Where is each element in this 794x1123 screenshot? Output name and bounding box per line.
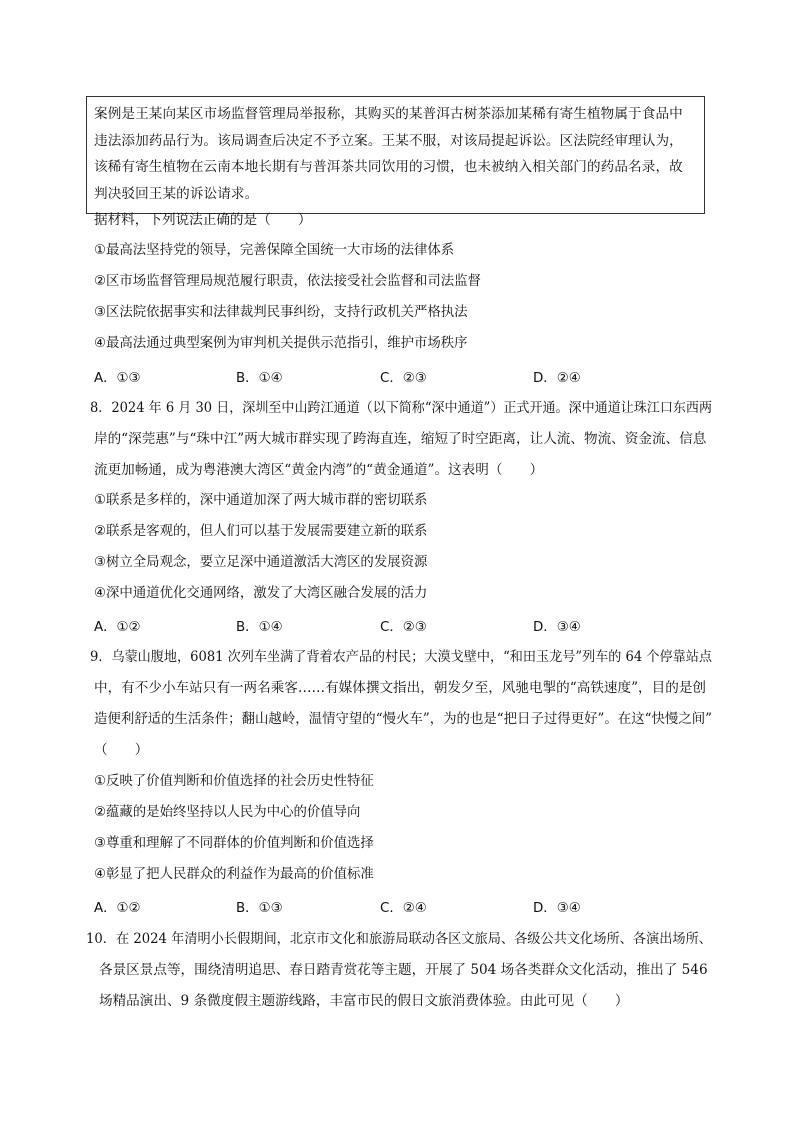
q9-choice-c: C．②④ [380,901,427,916]
q9-statement-2: ②蕴藏的是始终坚持以人民为中心的价值导向 [94,805,361,820]
q7-stem: 据材料，下列说法正确的是（ ） [94,212,312,228]
q10-line-3: 场精品演出、9 条微度假主题游线路，丰富市民的假日文旅消费体验。由此可见（ ） [99,993,629,1009]
q8-line-3: 流更加畅通，成为粤港澳大湾区“黄金内湾”的“黄金通道”。这表明（ ） [94,462,544,478]
material-box [86,96,705,214]
material-line: 判决驳回王某的诉讼请求。 [94,185,259,202]
q7-choice-d: D．②④ [533,371,581,386]
q9-choice-a: A．①② [94,901,141,916]
material-line: 违法添加药品行为。该局调查后决定不予立案。王某不服，对该局提起诉讼。区法院经审理认为， [94,132,683,149]
q7-statement-4: ④最高法通过典型案例为审判机关提供示范指引，维护市场秩序 [94,336,468,351]
q9-line-2: 中，有不少小车站只有一两名乘客……有媒体撰文指出，朝发夕至，风驰电掣的“高铁速度”，目的是创 [94,680,707,696]
q8-statement-1: ①联系是多样的，深中通道加深了两大城市群的密切联系 [94,493,428,508]
q9-statement-4: ④彰显了把人民群众的利益作为最高的价值标准 [94,867,374,882]
q7-statement-3: ③区法院依据事实和法律裁判民事纠纷，支持行政机关严格执法 [94,305,468,320]
material-line: 案例是王某向某区市场监督管理局举报称，其购买的某普洱古树茶添加某稀有寄生植物属于食品中 [94,106,683,122]
q9-line-1: 9．乌蒙山腹地，6081 次列车坐满了背着农产品的村民；大漠戈壁中，“和田玉龙号”列车的 64 个停靠站点 [90,649,712,665]
q8-choice-a: A．①② [94,620,141,635]
q8-choice-c: C．②③ [380,620,427,635]
q8-statement-3: ③树立全局观念，要立足深中通道激活大湾区的发展资源 [94,555,428,570]
q7-choice-b: B．①④ [236,371,283,386]
q7-choice-a: A．①③ [94,371,141,386]
q10-line-1: 10．在 2024 年清明小长假期间，北京市文化和旅游局联动各区文旅局、各级公共文化场所、各演出场所、 [86,931,712,947]
q7-statement-2: ②区市场监督管理局规范履行职责，依法接受社会监督和司法监督 [94,274,481,289]
q7-statement-1: ①最高法坚持党的领导，完善保障全国统一大市场的法律体系 [94,243,455,258]
material-line: 该稀有寄生植物在云南本地长期有与普洱茶共同饮用的习惯，也未被纳入相关部门的药品名录，故 [94,159,683,175]
q9-choice-b: B．①③ [236,901,283,916]
q8-choice-b: B．①④ [236,620,283,635]
q7-choice-c: C．②③ [380,371,427,386]
q8-line-2: 岸的“深莞惠”与“珠中江”两大城市群实现了跨海直连，缩短了时空距离，让人流、物流、资金流、信息 [94,431,707,447]
q8-choice-d: D．③④ [533,620,581,635]
q8-line-1: 8．2024 年 6 月 30 日，深圳至中山跨江通道（以下简称“深中通道”）正式开通。深中通道让珠江口东西两 [90,400,712,416]
q9-line-4: （ ） [94,742,149,758]
q9-statement-1: ①反映了价值判断和价值选择的社会历史性特征 [94,774,374,789]
q9-line-3: 造便利舒适的生活条件；翻山越岭，温情守望的“慢火车”，为的也是“把日子过得更好”。在这“快慢之间” [94,711,713,727]
q9-choice-d: D．③④ [533,901,581,916]
q9-statement-3: ③尊重和理解了不同群体的价值判断和价值选择 [94,836,374,851]
q8-statement-4: ④深中通道优化交通网络，激发了大湾区融合发展的活力 [94,586,428,601]
q10-line-2: 各景区景点等，围绕清明追思、春日踏青赏花等主题，开展了 504 场各类群众文化活动，推出了 546 [99,962,708,978]
q8-statement-2: ②联系是客观的，但人们可以基于发展需要建立新的联系 [94,524,428,539]
